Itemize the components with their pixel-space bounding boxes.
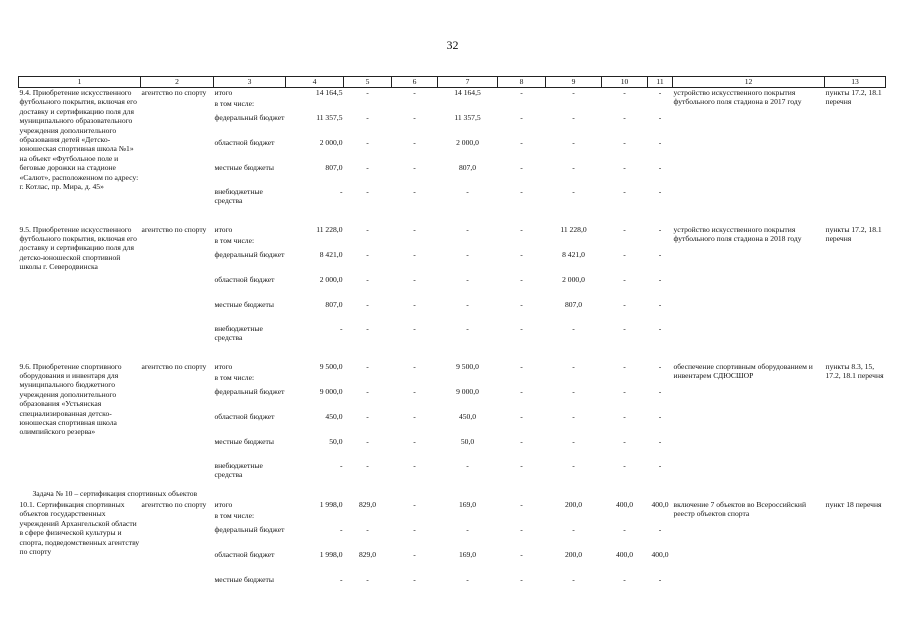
amount-cell: - [339, 460, 343, 470]
table-row [19, 362, 886, 373]
amount-cell: - [366, 249, 369, 259]
amount-cell: - [520, 386, 523, 396]
amount-cell: - [623, 88, 626, 97]
amount-cell: - [413, 460, 416, 470]
amount-cell: - [623, 323, 626, 333]
amount-cell: - [339, 186, 343, 196]
header-cell: 5 [344, 77, 392, 88]
task-heading: Задача № 10 – сертификация спортивных объектов [32, 488, 198, 498]
amount-cell [602, 373, 648, 387]
funding-source-cell: итого [214, 224, 233, 234]
amount-cell: - [572, 436, 575, 446]
amount-cell: - [339, 574, 343, 584]
page-number: 32 [446, 38, 459, 52]
amount-cell: 807,0 [564, 299, 583, 309]
amount-cell [648, 511, 673, 525]
header-cell: 8 [498, 77, 546, 88]
amount-cell [546, 511, 602, 525]
amount-cell: - [658, 524, 662, 534]
measure-name-cell: 9.5. Приобретение искусственного футбольного покрытия, включая его доставку и сертификацию поля для детско-юношеской спортивной школы г. Северодвинска [19, 224, 137, 272]
amount-cell [286, 99, 344, 113]
amount-cell: - [413, 436, 416, 446]
funding-source-cell: местные бюджеты [214, 299, 274, 309]
amount-cell: - [520, 137, 523, 147]
amount-cell: - [366, 386, 369, 396]
amount-cell: 450,0 [458, 411, 477, 421]
amount-cell: - [466, 249, 469, 259]
amount-cell: 50,0 [329, 436, 343, 446]
funding-source-cell: внебюджетные средства [214, 323, 263, 342]
amount-cell: 14 164,5 [315, 88, 343, 97]
measure-name-cell: 10.1. Сертификация спортивных объектов государственных учреждений Архангельской области в сфере физической культуры и спорта, подведомственных агентству по спорту [19, 499, 140, 556]
amount-cell: - [413, 361, 416, 371]
amount-cell: - [366, 460, 369, 470]
amount-cell: - [366, 112, 369, 122]
table-row [19, 225, 886, 236]
amount-cell: - [520, 460, 523, 470]
amount-cell [602, 236, 648, 250]
amount-cell: - [366, 299, 369, 309]
amount-cell: 2 000,0 [562, 274, 585, 284]
amount-cell: 9 500,0 [456, 361, 479, 371]
amount-cell [344, 373, 392, 387]
funding-source-cell: федеральный бюджет [214, 249, 285, 259]
amount-cell: - [413, 549, 416, 559]
amount-cell [498, 236, 546, 250]
amount-cell [286, 236, 344, 250]
amount-cell [602, 99, 648, 113]
amount-cell: - [520, 524, 523, 534]
amount-cell: - [339, 524, 343, 534]
amount-cell: - [623, 224, 626, 234]
amount-cell: 400,0 [615, 549, 634, 559]
amount-cell: 14 164,5 [454, 88, 481, 97]
column-number-header [19, 77, 886, 88]
funding-source-cell: местные бюджеты [214, 574, 274, 584]
amount-cell: 807,0 [325, 162, 343, 172]
amount-cell [498, 373, 546, 387]
amount-cell [546, 99, 602, 113]
amount-cell: - [623, 299, 626, 309]
funding-source-cell: в том числе: [214, 98, 255, 108]
amount-cell: 1 998,0 [319, 549, 343, 559]
amount-cell: - [413, 274, 416, 284]
amount-cell: 8 421,0 [562, 249, 585, 259]
amount-cell: - [366, 88, 369, 97]
result-cell: обеспечение спортивным оборудованием и инвентарем СДЮСШОР [673, 361, 813, 380]
amount-cell: - [366, 137, 369, 147]
result-cell: устройство искусственного покрытия футбольного поля стадиона в 2017 году [673, 88, 802, 107]
amount-cell: - [572, 411, 575, 421]
funding-source-cell: областной бюджет [214, 549, 275, 559]
link-cell: пункты 17.2, 18.1 перечня [825, 88, 882, 107]
result-cell: включение 7 объектов во Всероссийский реестр объектов спорта [673, 499, 807, 519]
amount-cell: - [466, 574, 469, 584]
amount-cell: - [466, 323, 469, 333]
amount-cell: - [520, 361, 523, 371]
amount-cell: - [623, 137, 626, 147]
amount-cell [438, 236, 498, 250]
amount-cell: 450,0 [325, 411, 343, 421]
amount-cell: 200,0 [564, 499, 583, 509]
amount-cell: - [623, 574, 626, 584]
amount-cell: - [413, 137, 416, 147]
amount-cell: - [658, 411, 662, 421]
funding-source-cell: областной бюджет [214, 274, 275, 284]
link-cell: пункты 8.3, 15, 17.2, 18.1 перечня [825, 361, 884, 380]
amount-cell [344, 99, 392, 113]
amount-cell [546, 236, 602, 250]
amount-cell: - [466, 460, 469, 470]
amount-cell: 807,0 [325, 299, 343, 309]
amount-cell: 2 000,0 [319, 274, 343, 284]
amount-cell: - [572, 361, 575, 371]
header-cell: 12 [673, 77, 825, 88]
funding-source-cell: в том числе: [214, 372, 255, 382]
amount-cell: - [623, 460, 626, 470]
amount-cell: - [466, 186, 469, 196]
amount-cell: - [623, 411, 626, 421]
amount-cell: - [658, 137, 662, 147]
amount-cell: - [658, 361, 662, 371]
amount-cell: - [623, 186, 626, 196]
amount-cell: 829,0 [358, 549, 377, 559]
amount-cell: - [466, 274, 469, 284]
amount-cell [498, 511, 546, 525]
funding-source-cell: областной бюджет [214, 411, 275, 421]
amount-cell [438, 99, 498, 113]
financing-table [18, 76, 886, 599]
amount-cell: 9 000,0 [456, 386, 479, 396]
amount-cell: - [623, 249, 626, 259]
amount-cell: 169,0 [458, 549, 477, 559]
amount-cell: - [623, 274, 626, 284]
header-cell: 3 [214, 77, 286, 88]
amount-cell: - [520, 186, 523, 196]
amount-cell: 400,0 [615, 499, 634, 509]
amount-cell: - [520, 411, 523, 421]
measure-name-cell: 9.6. Приобретение спортивного оборудования и инвентаря для муниципального бюджетного учреждения дополнительного образования «Устьянская специализированная детско-юношеская спортивная школа олимпийского резерва» [19, 361, 122, 437]
spacer-cell [19, 350, 886, 362]
amount-cell: - [366, 574, 369, 584]
amount-cell: - [366, 524, 369, 534]
executor-cell: агентство по спорту [141, 88, 207, 97]
amount-cell [286, 511, 344, 525]
link-cell: пункты 17.2, 18.1 перечня [825, 224, 882, 243]
amount-cell [392, 511, 438, 525]
amount-cell: - [413, 249, 416, 259]
amount-cell: - [366, 323, 369, 333]
amount-cell: - [572, 386, 575, 396]
amount-cell: - [658, 436, 662, 446]
amount-cell: - [658, 299, 662, 309]
amount-cell: - [366, 224, 369, 234]
group-spacer [19, 213, 886, 225]
header-cell: 13 [825, 77, 886, 88]
funding-source-cell: в том числе: [214, 510, 255, 520]
header-cell: 10 [602, 77, 648, 88]
amount-cell: 829,0 [358, 499, 377, 509]
amount-cell: - [658, 323, 662, 333]
amount-cell: 9 500,0 [319, 361, 343, 371]
amount-cell: 11 357,5 [316, 112, 343, 122]
amount-cell: - [572, 574, 575, 584]
amount-cell: - [413, 299, 416, 309]
amount-cell: 11 228,0 [316, 224, 343, 234]
amount-cell: - [520, 274, 523, 284]
amount-cell: - [413, 411, 416, 421]
funding-source-cell: в том числе: [214, 235, 255, 245]
amount-cell: - [413, 524, 416, 534]
amount-cell [438, 373, 498, 387]
amount-cell: - [413, 574, 416, 584]
amount-cell: - [520, 323, 523, 333]
amount-cell: - [413, 162, 416, 172]
amount-cell: - [520, 549, 523, 559]
amount-cell: - [572, 112, 575, 122]
amount-cell: - [520, 112, 523, 122]
amount-cell: - [413, 224, 416, 234]
amount-cell [344, 511, 392, 525]
amount-cell [392, 236, 438, 250]
amount-cell: - [658, 574, 662, 584]
executor-cell: агентство по спорту [141, 224, 207, 234]
funding-source-cell: федеральный бюджет [214, 524, 285, 534]
amount-cell: - [572, 323, 575, 333]
amount-cell [286, 373, 344, 387]
funding-source-cell: областной бюджет [214, 137, 275, 147]
funding-source-cell: федеральный бюджет [214, 386, 285, 396]
group-spacer [19, 350, 886, 362]
amount-cell: - [520, 499, 523, 509]
amount-cell: - [623, 361, 626, 371]
funding-source-cell: внебюджетные средства [214, 460, 263, 479]
amount-cell: - [658, 162, 662, 172]
amount-cell [392, 373, 438, 387]
amount-cell: - [623, 524, 626, 534]
header-cell: 2 [141, 77, 214, 88]
amount-cell [648, 99, 673, 113]
header-cell: 1 [19, 77, 141, 88]
amount-cell: - [658, 186, 662, 196]
amount-cell: 1 998,0 [319, 499, 343, 509]
amount-cell: - [572, 460, 575, 470]
amount-cell: 2 000,0 [456, 137, 479, 147]
funding-source-cell: местные бюджеты [214, 162, 274, 172]
amount-cell: - [658, 460, 662, 470]
link-cell: пункт 18 перечня [825, 499, 882, 509]
amount-cell: - [520, 574, 523, 584]
amount-cell: - [466, 524, 469, 534]
amount-cell: - [366, 162, 369, 172]
executor-cell: агентство по спорту [141, 361, 207, 371]
amount-cell: - [413, 499, 416, 509]
amount-cell: - [572, 162, 575, 172]
amount-cell: - [413, 386, 416, 396]
task-heading-row [19, 487, 886, 500]
amount-cell: 807,0 [458, 162, 477, 172]
amount-cell: - [366, 274, 369, 284]
amount-cell [392, 99, 438, 113]
amount-cell: 2 000,0 [319, 137, 343, 147]
amount-cell: 200,0 [564, 549, 583, 559]
measure-name-cell: 9.4. Приобретение искусственного футбольного покрытия, включая его доставку и сертификацию поля для муниципального образовательного учреждения дополнительного образования детей «Детско-юношеская спортивная школа №1» на объект «Футбольное поле и беговые дорожки на стадионе «Салют», расположенном по адресу: г. Котлас, пр. Мира, д. 45» [19, 88, 139, 192]
amount-cell: 9 000,0 [319, 386, 343, 396]
amount-cell: 50,0 [460, 436, 475, 446]
amount-cell: - [658, 386, 662, 396]
amount-cell [438, 511, 498, 525]
amount-cell: - [520, 224, 523, 234]
funding-source-cell: внебюджетные средства [214, 186, 263, 205]
funding-source-cell: местные бюджеты [214, 436, 274, 446]
amount-cell: - [623, 112, 626, 122]
amount-cell: - [520, 162, 523, 172]
amount-cell: 8 421,0 [319, 249, 343, 259]
executor-cell: агентство по спорту [141, 499, 207, 509]
funding-source-cell: итого [214, 361, 233, 371]
amount-cell: - [658, 112, 662, 122]
header-cell: 6 [392, 77, 438, 88]
amount-cell: - [520, 249, 523, 259]
spacer-cell [19, 213, 886, 225]
amount-cell [498, 99, 546, 113]
amount-cell [648, 236, 673, 250]
amount-cell: - [520, 88, 523, 97]
amount-cell: 11 357,5 [454, 112, 481, 122]
amount-cell: - [658, 224, 662, 234]
amount-cell [344, 236, 392, 250]
amount-cell: - [413, 88, 416, 97]
amount-cell: - [366, 436, 369, 446]
amount-cell: - [572, 524, 575, 534]
header-cell: 4 [286, 77, 344, 88]
amount-cell: - [658, 88, 662, 97]
amount-cell: - [339, 323, 343, 333]
header-cell: 7 [438, 77, 498, 88]
header-cell: 9 [546, 77, 602, 88]
table-row [19, 88, 886, 99]
funding-source-cell: итого [214, 499, 233, 509]
header-cell: 11 [648, 77, 673, 88]
amount-cell: - [572, 137, 575, 147]
amount-cell: 400,0 [651, 549, 669, 559]
amount-cell: - [623, 386, 626, 396]
amount-cell: 400,0 [651, 499, 669, 509]
amount-cell: - [520, 299, 523, 309]
table-body [19, 77, 886, 599]
funding-source-cell: итого [214, 88, 233, 97]
amount-cell [602, 511, 648, 525]
amount-cell: - [466, 224, 469, 234]
amount-cell: - [366, 411, 369, 421]
amount-cell: - [623, 436, 626, 446]
table-row [19, 500, 886, 511]
amount-cell: - [658, 274, 662, 284]
amount-cell: - [413, 112, 416, 122]
result-cell: устройство искусственного покрытия футбольного поля стадиона в 2018 году [673, 224, 802, 243]
amount-cell: - [413, 186, 416, 196]
amount-cell [648, 373, 673, 387]
amount-cell: 11 228,0 [560, 224, 587, 234]
amount-cell: - [572, 186, 575, 196]
amount-cell [546, 373, 602, 387]
amount-cell: - [520, 436, 523, 446]
amount-cell: - [366, 186, 369, 196]
amount-cell: - [466, 299, 469, 309]
funding-source-cell: федеральный бюджет [214, 112, 285, 122]
amount-cell: - [572, 88, 575, 97]
amount-cell: - [658, 249, 662, 259]
amount-cell: - [413, 323, 416, 333]
amount-cell: 169,0 [458, 499, 477, 509]
amount-cell: - [366, 361, 369, 371]
amount-cell: - [623, 162, 626, 172]
